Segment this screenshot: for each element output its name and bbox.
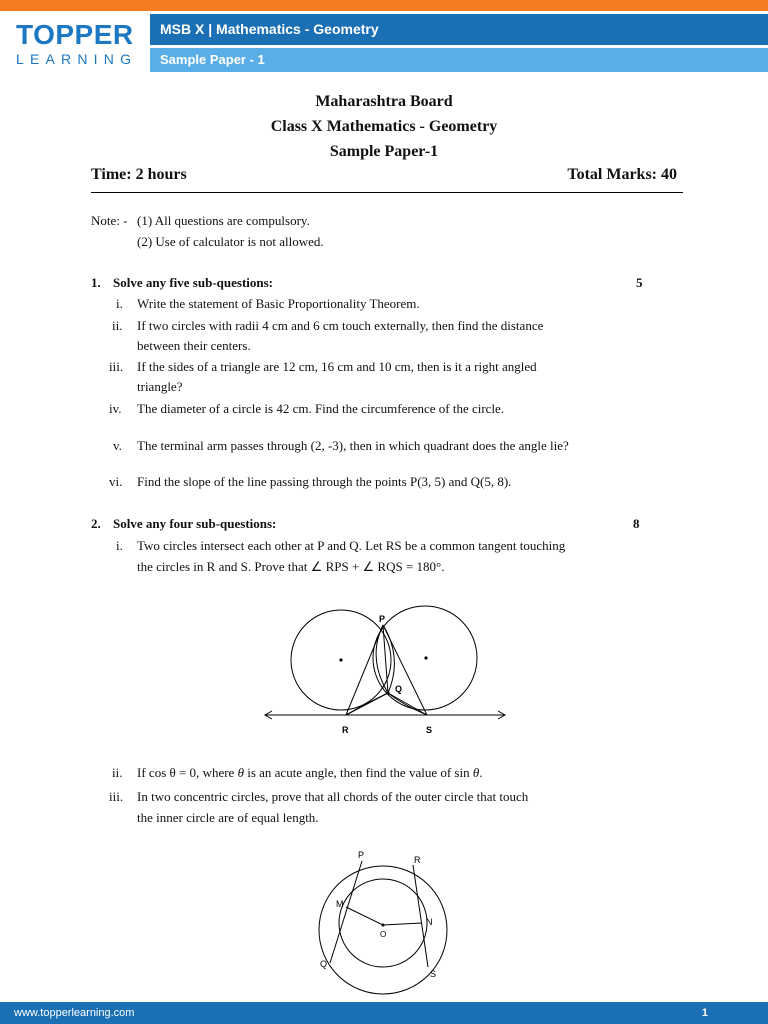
q2-ii-text-c: where xyxy=(199,765,238,780)
q1-item-num: iv. xyxy=(109,401,122,416)
q1-item-num: v. xyxy=(113,438,122,453)
logo-top-text: TOPPER xyxy=(16,19,134,50)
q2-item-text-cont: the inner circle are of equal length. xyxy=(137,810,319,825)
top-accent-bar xyxy=(0,0,768,11)
fig2-label-s: S xyxy=(430,969,437,979)
q2-item-text-cont: the circles in R and S. Prove that ∠ RPS + ∠ RQS = 180°. xyxy=(137,559,445,574)
q1-item-num: vi. xyxy=(109,474,123,489)
q2-item-text xyxy=(137,765,482,781)
q1-item-text: If the sides of a triangle are 12 cm, 16 cm and 10 cm, then is it a right angled xyxy=(137,359,537,374)
q1-heading: Solve any five sub-questions: xyxy=(113,275,273,290)
q2-ii-text-g: . xyxy=(479,765,483,780)
q1-item-text-cont: triangle? xyxy=(137,379,183,394)
q1-item-num: ii. xyxy=(112,318,123,333)
q1-number: 1. xyxy=(91,275,101,290)
q1-item-num: i. xyxy=(116,296,123,311)
fig2-label-q: Q xyxy=(320,959,328,969)
total-marks-label: Total Marks: 40 xyxy=(567,166,677,183)
q2-item-num: ii. xyxy=(112,765,123,780)
q1-item-text: The diameter of a circle is 42 cm. Find the circumference of the circle. xyxy=(137,401,505,416)
paper-banner: Sample Paper - 1 xyxy=(150,48,768,72)
q2-ii-theta-2: θ xyxy=(472,765,480,780)
q1-item-text: Write the statement of Basic Proportionality Theorem. xyxy=(137,296,420,311)
intersecting-circles-figure xyxy=(255,598,515,743)
board-title: Maharashtra Board xyxy=(315,93,453,110)
q2-number: 2. xyxy=(91,516,101,531)
q1-item-num: iii. xyxy=(109,359,124,374)
header-divider xyxy=(91,192,683,193)
paper-title: Sample Paper-1 xyxy=(329,143,439,160)
q2-ii-math-cos: cos θ = 0, xyxy=(148,765,200,780)
footer-website-link[interactable]: www.topperlearning.com xyxy=(14,1007,135,1019)
q2-ii-theta: θ xyxy=(237,765,244,780)
time-label: Time: 2 hours xyxy=(91,166,187,183)
logo-bottom-text: LEARNING xyxy=(16,51,138,67)
q2-marks: 8 xyxy=(633,516,640,531)
q1-marks: 5 xyxy=(636,275,643,290)
q1-item-text-cont: between their centers. xyxy=(137,338,251,353)
fig2-label-o: O xyxy=(380,930,387,939)
course-banner: MSB X | Mathematics - Geometry xyxy=(150,14,768,45)
topper-learning-logo xyxy=(16,20,136,67)
q2-item-text: Two circles intersect each other at P and Q. Let RS be a common tangent touching xyxy=(137,538,566,553)
subject-title: Class X Mathematics - Geometry xyxy=(270,118,498,135)
note-line-2: (2) Use of calculator is not allowed. xyxy=(137,234,324,249)
fig1-label-p: P xyxy=(379,614,386,624)
fig1-label-q: Q xyxy=(395,684,403,694)
page-number: 1 xyxy=(701,1007,708,1019)
fig2-label-p: P xyxy=(358,850,365,860)
page-footer xyxy=(0,1002,768,1024)
q2-ii-text-e: is an acute angle, then find the value of sin xyxy=(243,765,473,780)
time-marks-line xyxy=(91,166,677,184)
q2-item-num: i. xyxy=(116,538,123,553)
note-prefix: Note: - xyxy=(91,213,128,228)
q2-item-text: In two concentric circles, prove that all chords of the outer circle that touch xyxy=(137,789,529,804)
fig1-label-s: S xyxy=(426,725,433,735)
fig2-label-n: N xyxy=(426,917,433,927)
q1-item-text: The terminal arm passes through (2, -3), then in which quadrant does the angle lie? xyxy=(137,438,569,453)
q2-heading: Solve any four sub-questions: xyxy=(113,516,277,531)
q1-item-text: Find the slope of the line passing through the points P(3, 5) and Q(5, 8). xyxy=(137,474,512,489)
q2-ii-text-a: If xyxy=(137,765,149,780)
q2-item-num: iii. xyxy=(109,789,124,804)
fig2-label-r: R xyxy=(414,855,421,865)
concentric-circles-figure xyxy=(310,845,460,995)
fig2-label-m: M xyxy=(336,899,344,909)
fig1-label-r: R xyxy=(342,725,349,735)
q1-item-text: If two circles with radii 4 cm and 6 cm touch externally, then find the distance xyxy=(137,318,544,333)
note-line-1: (1) All questions are compulsory. xyxy=(137,213,310,228)
